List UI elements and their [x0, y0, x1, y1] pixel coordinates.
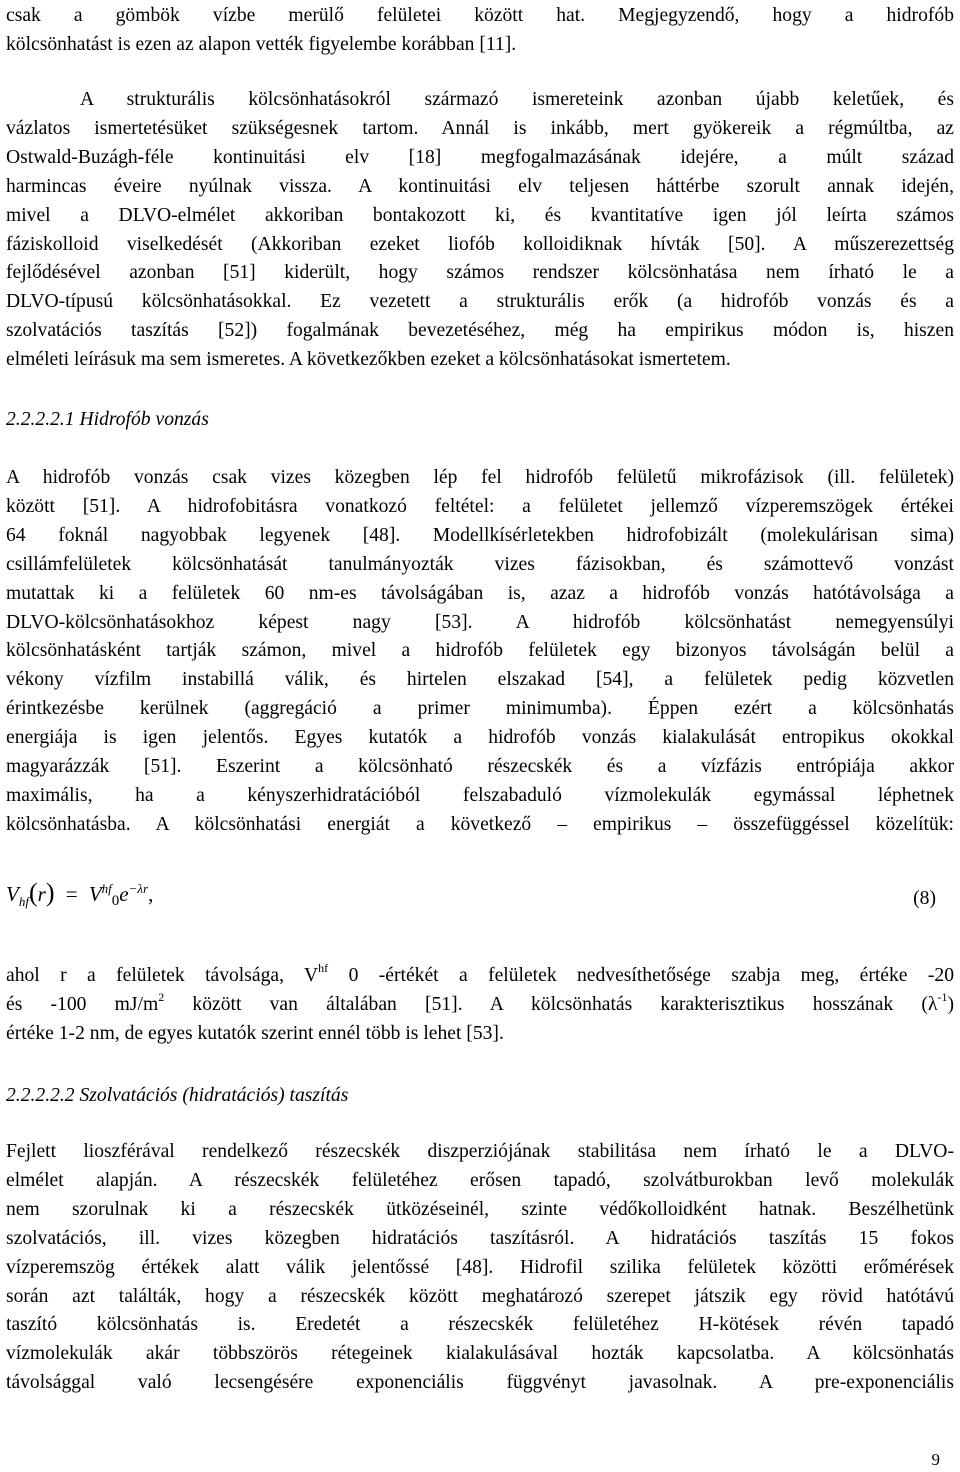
text-line: maximális, ha a kényszerhidratációból felszabaduló vízmolekulák egymással léphetnek — [6, 784, 954, 806]
text-line: fáziskolloid viselkedését (Akkoriban ezeket liofób kolloidiknak hívták [50]. A műszerezettség — [6, 233, 954, 255]
paragraph-1 — [6, 2, 954, 60]
text-line: nem szorulnak ki a részecskék ütközéseinél, szinte védőkolloidként hatnak. Beszélhetünk — [6, 1198, 954, 1220]
text-line: DLVO-típusú kölcsönhatásokkal. Ez vezetett a strukturális erők (a hidrofób vonzás és a — [6, 291, 954, 313]
paragraph-5 — [6, 1138, 954, 1398]
text-line: kölcsönhatást is ezen az alapon vették figyelembe korábban [11]. — [6, 33, 517, 55]
text-line: szolvatációs taszítás [52]) fogalmának bevezetéséhez, még ha empirikus módon is, hiszen — [6, 320, 954, 342]
text-line: fejlődésével azonban [51] kiderült, hogy számos rendszer kölcsönhatása nem írható le a — [6, 262, 954, 284]
section-heading-szolvatacios-taszitas: 2.2.2.2.2 Szolvatációs (hidratációs) taszítás — [6, 1085, 349, 1106]
page-number: 9 — [931, 1450, 940, 1469]
text-line: vízperemszög értékek alatt válik jelentőssé [48]. Hidrofil szilika felületek közötti erőmérések — [6, 1256, 954, 1278]
text-line: A strukturális kölcsönhatásokról származó ismereteink azonban újabb keletűek, és — [80, 89, 954, 110]
text-line: elméleti leírásuk ma sem ismeretes. A következőkben ezeket a kölcsönhatásokat ismertetem. — [6, 349, 731, 371]
text-line: kölcsönhatásként tartják számon, mivel a hidrofób felületek egy bizonyos távolságán belül a — [6, 640, 954, 662]
section-heading-hidrofob-vonzas: 2.2.2.2.1 Hidrofób vonzás — [6, 409, 209, 430]
equation-number: (8) — [913, 888, 936, 909]
text-line: szolvatációs, ill. vizes közegben hidratációs taszításról. A hidratációs taszítás 15 fokos — [6, 1227, 954, 1249]
text-line: DLVO-kölcsönhatásokhoz képest nagy [53]. A hidrofób kölcsönhatást nemegyensúlyi — [6, 611, 954, 633]
text-line: vízmolekulák akár többszörös rétegeinek kialakulásával hozták kapcsolatba. A kölcsönhatás — [6, 1343, 954, 1365]
text-line: értéke 1-2 nm, de egyes kutatók szerint ennél több is lehet [53]. — [6, 1022, 504, 1044]
text-line: magyarázzák [51]. Eszerint a kölcsönható részecskék és a vízfázis entrópiája akkor — [6, 756, 954, 778]
text-line: 64 foknál nagyobbak legyenek [48]. Modellkísérletekben hidrofobizált (molekulárisan sima) — [6, 524, 954, 546]
text-line: elmélet alapján. A részecskék felületéhez erősen tapadó, szolvátburokban levő molekulák — [6, 1169, 954, 1191]
text-line: vékony vízfilm instabillá válik, és hirtelen elszakad [54], a felületek pedig közvetlen — [6, 669, 954, 691]
text-line: Fejlett lioszférával rendelkező részecskék diszperziójának stabilitása nem írható le a DLVO- — [6, 1141, 954, 1162]
text-line: taszító kölcsönhatás is. Eredetét a részecskék felületéhez H-kötések révén tapadó — [6, 1314, 954, 1336]
text-line: harmincas éveire nyúlnak vissza. A kontinuitási elv teljesen háttérbe szorult annak idején, — [6, 175, 954, 197]
paragraph-2 — [6, 86, 954, 375]
text-line: Ostwald-Buzágh-féle kontinuitási elv [18] megfogalmazásának idejére, a múlt század — [6, 146, 954, 168]
text-line: csak a gömbök vízbe merülő felületei között hat. Megjegyzendő, hogy a hidrofób — [6, 5, 954, 26]
text-line: mutattak ki a felületek 60 nm-es távolságában is, azaz a hidrofób vonzás hatótávolsága a — [6, 582, 954, 604]
text-line: A hidrofób vonzás csak vizes közegben lép fel hidrofób felületű mikrofázisok (ill. felületek) — [6, 467, 954, 488]
paragraph-3 — [6, 464, 954, 840]
text-line: ahol r a felületek távolsága, $V^{hf}$ 0 -értékét a felületek nedvesíthetősége szabja meg, értéke -20 — [6, 961, 954, 986]
text-line: érintkezésbe kerülnek (aggregáció a primer minimumba). Éppen ezért a kölcsönhatás — [6, 698, 954, 720]
text-line: csillámfelületek kölcsönhatását tanulmányozták vizes fázisokban, és számottevő vonzást — [6, 553, 954, 575]
equation-body: $V_{hf}(r) = V^{hf}0e^{-\lambda r}$, — [6, 878, 154, 910]
text-line: energiája is igen jelentős. Egyes kutatók a hidrofób vonzás kialakulását entropikus okokkal — [6, 727, 954, 749]
equation-8 — [6, 878, 954, 926]
text-line: vázlatos ismertetésüket szükségesnek tartom. Annál is inkább, mert gyökereik a régmúltba, az — [6, 117, 954, 139]
text-line: között [51]. A hidrofobitásra vonatkozó feltétel: a felületet jellemző vízperemszögek értékei — [6, 495, 954, 517]
paragraph-4 — [6, 962, 954, 1049]
text-line: és -100 $mJ/m^2$ között van általában [51]. A kölcsönhatás karakterisztikus hosszának $(\lambda^{-1})$ — [6, 989, 954, 1015]
text-line: mivel a DLVO-elmélet akkoriban bontakozott ki, és kvantitatíve igen jól leírta számos — [6, 204, 954, 226]
text-line: során azt találták, hogy a részecskék között meghatározó szerepet játszik egy rövid hatótávú — [6, 1285, 954, 1307]
text-line: távolsággal való lecsengésére exponenciális függvényt javasolnak. A pre-exponenciális — [6, 1372, 954, 1394]
text-line: kölcsönhatásba. A kölcsönhatási energiát a következő – empirikus – összefüggéssel közelítük: — [6, 813, 954, 835]
